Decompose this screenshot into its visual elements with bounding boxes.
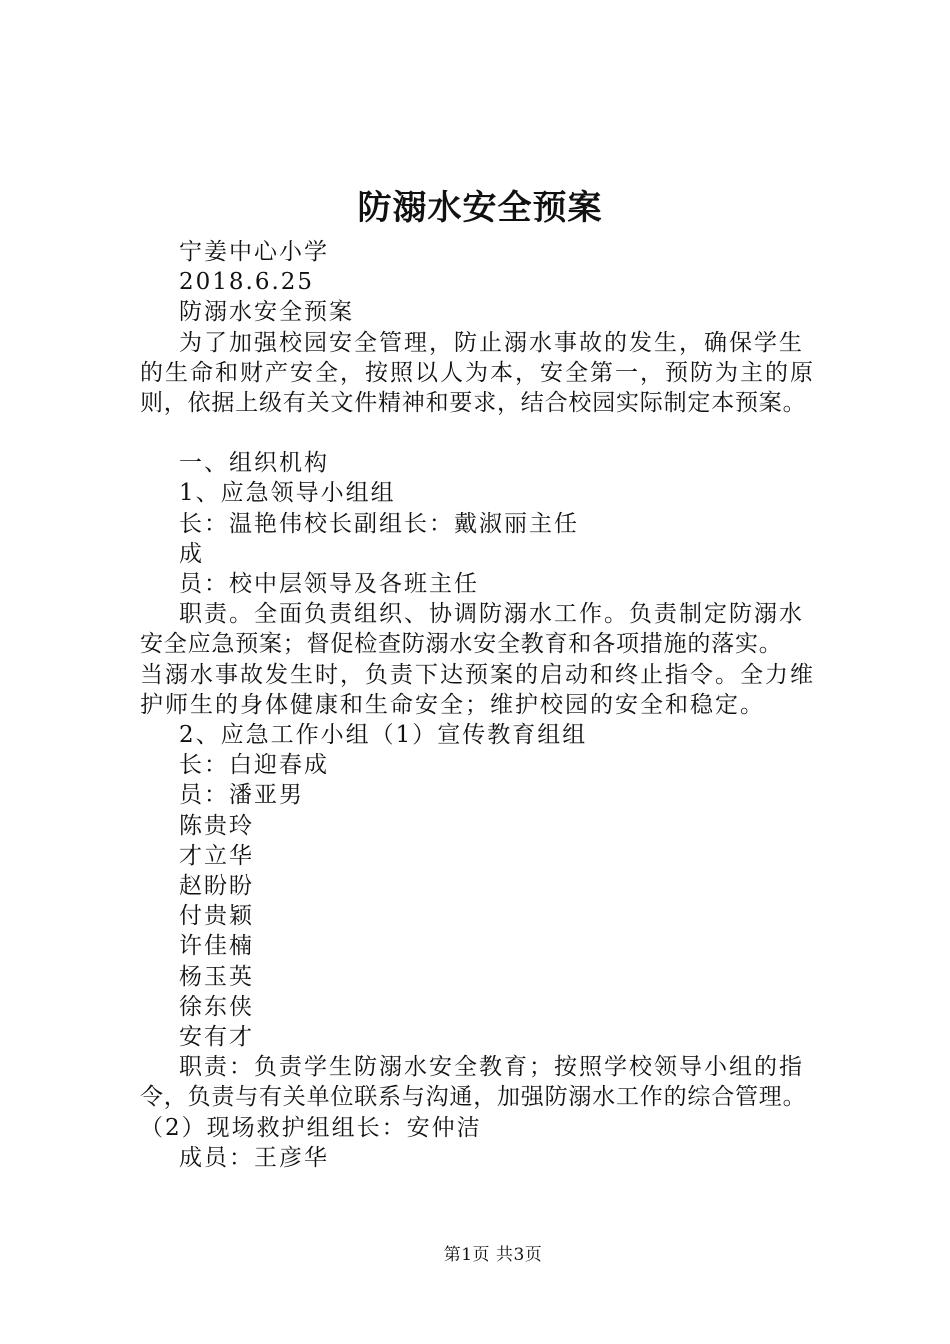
paragraph-line: 为了加强校园安全管理，防止溺水事故的发生，确保学生	[179, 329, 804, 356]
page-footer: 第1页 共3页	[443, 1245, 543, 1265]
paragraph-line: 职责。全面负责组织、协调防溺水工作。负责制定防溺水	[179, 601, 804, 628]
school-name: 宁姜中心小学	[179, 239, 329, 265]
member-name: 才立华	[179, 842, 254, 869]
document-title: 防溺水安全预案	[357, 188, 603, 228]
paragraph-line: 当溺水事故发生时，负责下达预案的启动和终止指令。全力维	[140, 661, 815, 688]
paragraph-line: 护师生的身体健康和生命安全；维护校园的安全和稳定。	[140, 691, 765, 718]
member-name: 徐东侠	[179, 993, 254, 1020]
member-name: 杨玉英	[179, 963, 254, 990]
paragraph-line: 长：温艳伟校长副组长：戴淑丽主任	[179, 510, 579, 537]
paragraph-line: 则，依据上级有关文件精神和要求，结合校园实际制定本预案。	[140, 390, 807, 417]
paragraph-line: 职责：负责学生防溺水安全教育；按照学校领导小组的指	[179, 1054, 804, 1081]
paragraph-line: 员：潘亚男	[179, 782, 304, 809]
member-name: 赵盼盼	[179, 873, 254, 900]
member-name: 付贵颖	[179, 903, 254, 930]
paragraph-line: 安全应急预案；督促检查防溺水安全教育和各项措施的落实。	[140, 631, 783, 658]
paragraph-line: 员：校中层领导及各班主任	[179, 571, 479, 598]
section-heading: 一、组织机构	[179, 450, 329, 477]
member-name: 安有才	[179, 1024, 254, 1051]
paragraph-line: 成员：王彦华	[179, 1144, 329, 1171]
member-name: 许佳楠	[179, 933, 254, 960]
subsection-heading: 1、应急领导小组组	[179, 480, 396, 507]
document-body	[140, 237, 840, 1173]
paragraph-line: 令，负责与有关单位联系与沟通，加强防溺水工作的综合管理。	[140, 1084, 807, 1111]
document-date: 2018.6.25	[179, 269, 315, 296]
blank-line	[140, 418, 840, 448]
member-name: 陈贵玲	[179, 812, 254, 839]
paragraph-line: （2）现场救护组组长：安仲洁	[140, 1114, 482, 1141]
paragraph-line: 长：白迎春成	[179, 752, 329, 779]
paragraph-line: 的生命和财产安全，按照以人为本，安全第一，预防为主的原	[140, 359, 815, 386]
subsection-heading: 2、应急工作小组（1）宣传教育组组	[179, 722, 588, 749]
paragraph-line: 成	[179, 540, 204, 567]
subtitle-line: 防溺水安全预案	[179, 299, 354, 326]
